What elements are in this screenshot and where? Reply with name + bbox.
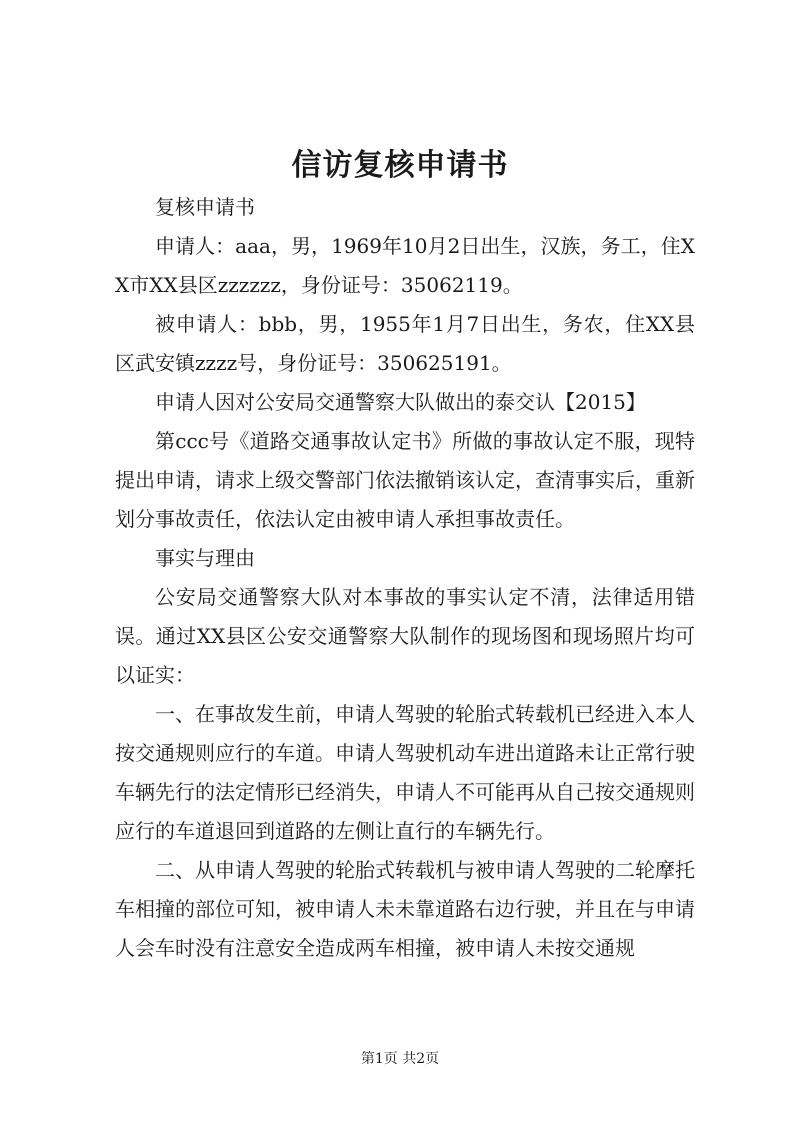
paragraph-point-one: 一、在事故发生前，申请人驾驶的轮胎式转载机已经进入本人按交通规则应行的车道。申请人驾驶机动车进出道路未让正常行驶车辆先行的法定情形已经消失，申请人不可能再从自己按交通规则应行的车道退回到道路的左侧让直行的车辆先行。 (115, 702, 695, 843)
paragraph-request: 第ccc号《道路交通事故认定书》所做的事故认定不服，现特提出申请，请求上级交警部门依法撤销该认定，查清事实后，重新划分事故责任，依法认定由被申请人承担事故责任。 (115, 429, 695, 531)
paragraph-respondent: 被申请人：bbb，男，1955年1月7日出生，务农，住XX县区武安镇zzzz号，身份证号：350625191。 (115, 312, 695, 375)
paragraph-reason-start: 申请人因对公安局交通警察大队做出的泰交认【2015】 (155, 390, 646, 414)
document-body (115, 188, 695, 968)
paragraph-heading-review: 复核申请书 (155, 195, 255, 219)
paragraph-facts-intro: 公安局交通警察大队对本事故的事实认定不清，法律适用错误。通过XX县区公安交通警察大队制作的现场图和现场照片均可以证实： (115, 585, 695, 687)
page-number: 第1页 共2页 (360, 1051, 440, 1067)
paragraph-heading-facts: 事实与理由 (155, 546, 255, 570)
paragraph-applicant: 申请人：aaa，男，1969年10月2日出生，汉族，务工，住XX市XX县区zzzzzz，身份证号：35062119。 (115, 234, 695, 297)
paragraph-point-two: 二、从申请人驾驶的轮胎式转载机与被申请人驾驶的二轮摩托车相撞的部位可知，被申请人未未靠道路右边行驶，并且在与申请人会车时没有注意安全造成两车相撞，被申请人未按交通规 (115, 858, 695, 960)
document-title: 信访复核申请书 (291, 148, 509, 183)
